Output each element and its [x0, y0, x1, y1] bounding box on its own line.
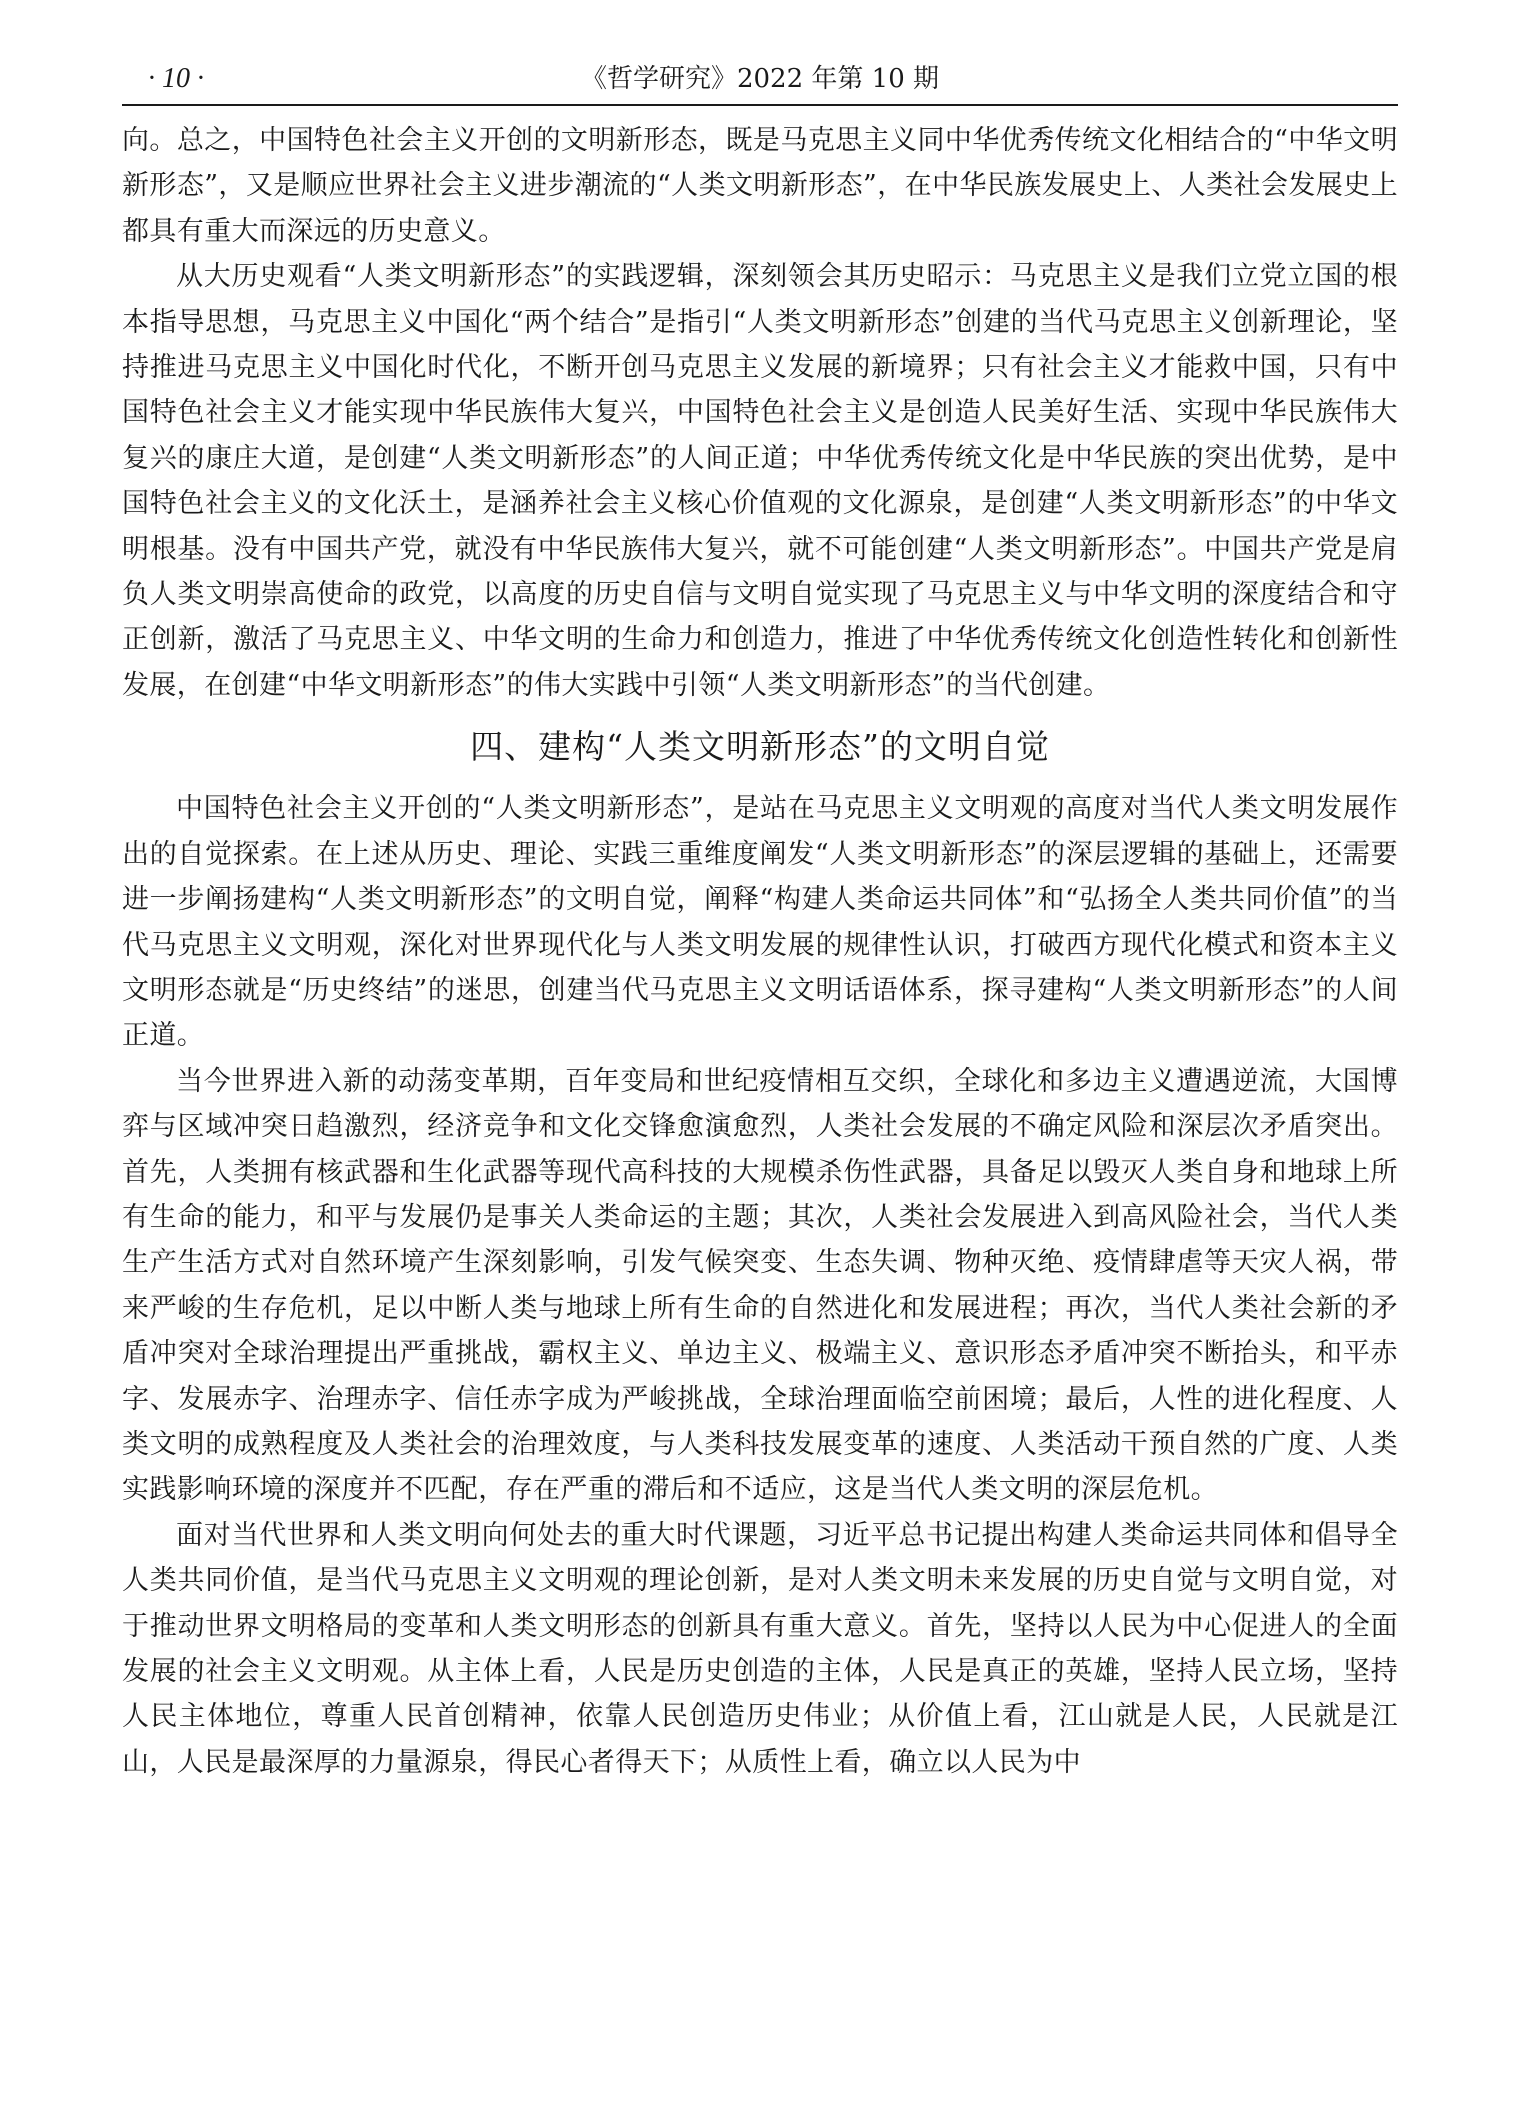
running-header [122, 56, 1398, 102]
paragraph: 当今世界进入新的动荡变革期，百年变局和世纪疫情相互交织，全球化和多边主义遭遇逆流，大国博弈与区域冲突日趋激烈，经济竞争和文化交锋愈演愈烈，人类社会发展的不确定风险和深层次矛盾突出。首先，人类拥有核武器和生化武器等现代高科技的大规模杀伤性武器，具备足以毁灭人类自身和地球上所有生命的能力，和平与发展仍是事关人类命运的主题；其次，人类社会发展进入到高风险社会，当代人类生产生活方式对自然环境产生深刻影响，引发气候突变、生态失调、物种灭绝、疫情肆虐等天灾人祸，带来严峻的生存危机，足以中断人类与地球上所有生命的自然进化和发展进程；再次，当代人类社会新的矛盾冲突对全球治理提出严重挑战，霸权主义、单边主义、极端主义、意识形态矛盾冲突不断抬头，和平赤字、发展赤字、治理赤字、信任赤字成为严峻挑战，全球治理面临空前困境；最后，人性的进化程度、人类文明的成熟程度及人类社会的治理效度，与人类科技发展变革的速度、人类活动干预自然的广度、人类实践影响环境的深度并不匹配，存在严重的滞后和不适应，这是当代人类文明的深层危机。 [122, 1065, 1398, 1506]
journal-title: 《哲学研究》2022 年第 10 期 [580, 64, 940, 94]
paragraph: 面对当代世界和人类文明向何处去的重大时代课题，习近平总书记提出构建人类命运共同体和倡导全人类共同价值，是当代马克思主义文明观的理论创新，是对人类文明未来发展的历史自觉与文明自觉，对于推动世界文明格局的变革和人类文明形态的创新具有重大意义。首先，坚持以人民为中心促进人的全面发展的社会主义文明观。从主体上看，人民是历史创造的主体，人民是真正的英雄，坚持人民立场，坚持人民主体地位，尊重人民首创精神，依靠人民创造历史伟业；从价值上看，江山就是人民，人民就是江山，人民是最深厚的力量源泉，得民心者得天下；从质性上看，确立以人民为中 [122, 1519, 1398, 1778]
article-body [122, 118, 1398, 1785]
paragraph-continued: 向。总之，中国特色社会主义开创的文明新形态，既是马克思主义同中华优秀传统文化相结合的“中华文明新形态”，又是顺应世界社会主义进步潮流的“人类文明新形态”，在中华民族发展史上、人类社会发展史上都具有重大而深远的历史意义。 [122, 125, 1398, 247]
paragraph: 中国特色社会主义开创的“人类文明新形态”，是站在马克思主义文明观的高度对当代人类文明发展作出的自觉探索。在上述从历史、理论、实践三重维度阐发“人类文明新形态”的深层逻辑的基础上，还需要进一步阐扬建构“人类文明新形态”的文明自觉，阐释“构建人类命运共同体”和“弘扬全人类共同价值”的当代马克思主义文明观，深化对世界现代化与人类文明发展的规律性认识，打破西方现代化模式和资本主义文明形态就是“历史终结”的迷思，创建当代马克思主义文明话语体系，探寻建构“人类文明新形态”的人间正道。 [122, 793, 1398, 1052]
section-heading: 四、建构“人类文明新形态”的文明自觉 [470, 727, 1050, 767]
paragraph: 从大历史观看“人类文明新形态”的实践逻辑，深刻领会其历史昭示：马克思主义是我们立党立国的根本指导思想，马克思主义中国化“两个结合”是指引“人类文明新形态”创建的当代马克思主义创新理论，坚持推进马克思主义中国化时代化，不断开创马克思主义发展的新境界；只有社会主义才能救中国，只有中国特色社会主义才能实现中华民族伟大复兴，中国特色社会主义是创造人民美好生活、实现中华民族伟大复兴的康庄大道，是创建“人类文明新形态”的人间正道；中华优秀传统文化是中华民族的突出优势，是中国特色社会主义的文化沃土，是涵养社会主义核心价值观的文化源泉，是创建“人类文明新形态”的中华文明根基。没有中国共产党，就没有中华民族伟大复兴，就不可能创建“人类文明新形态”。中国共产党是肩负人类文明崇高使命的政党，以高度的历史自信与文明自觉实现了马克思主义与中华文明的深度结合和守正创新，激活了马克思主义、中华文明的生命力和创造力，推进了中华优秀传统文化创造性转化和创新性发展，在创建“中华文明新形态”的伟大实践中引领“人类文明新形态”的当代创建。 [122, 261, 1398, 701]
header-rule [122, 104, 1398, 106]
page-number: · 10 · [148, 63, 204, 94]
